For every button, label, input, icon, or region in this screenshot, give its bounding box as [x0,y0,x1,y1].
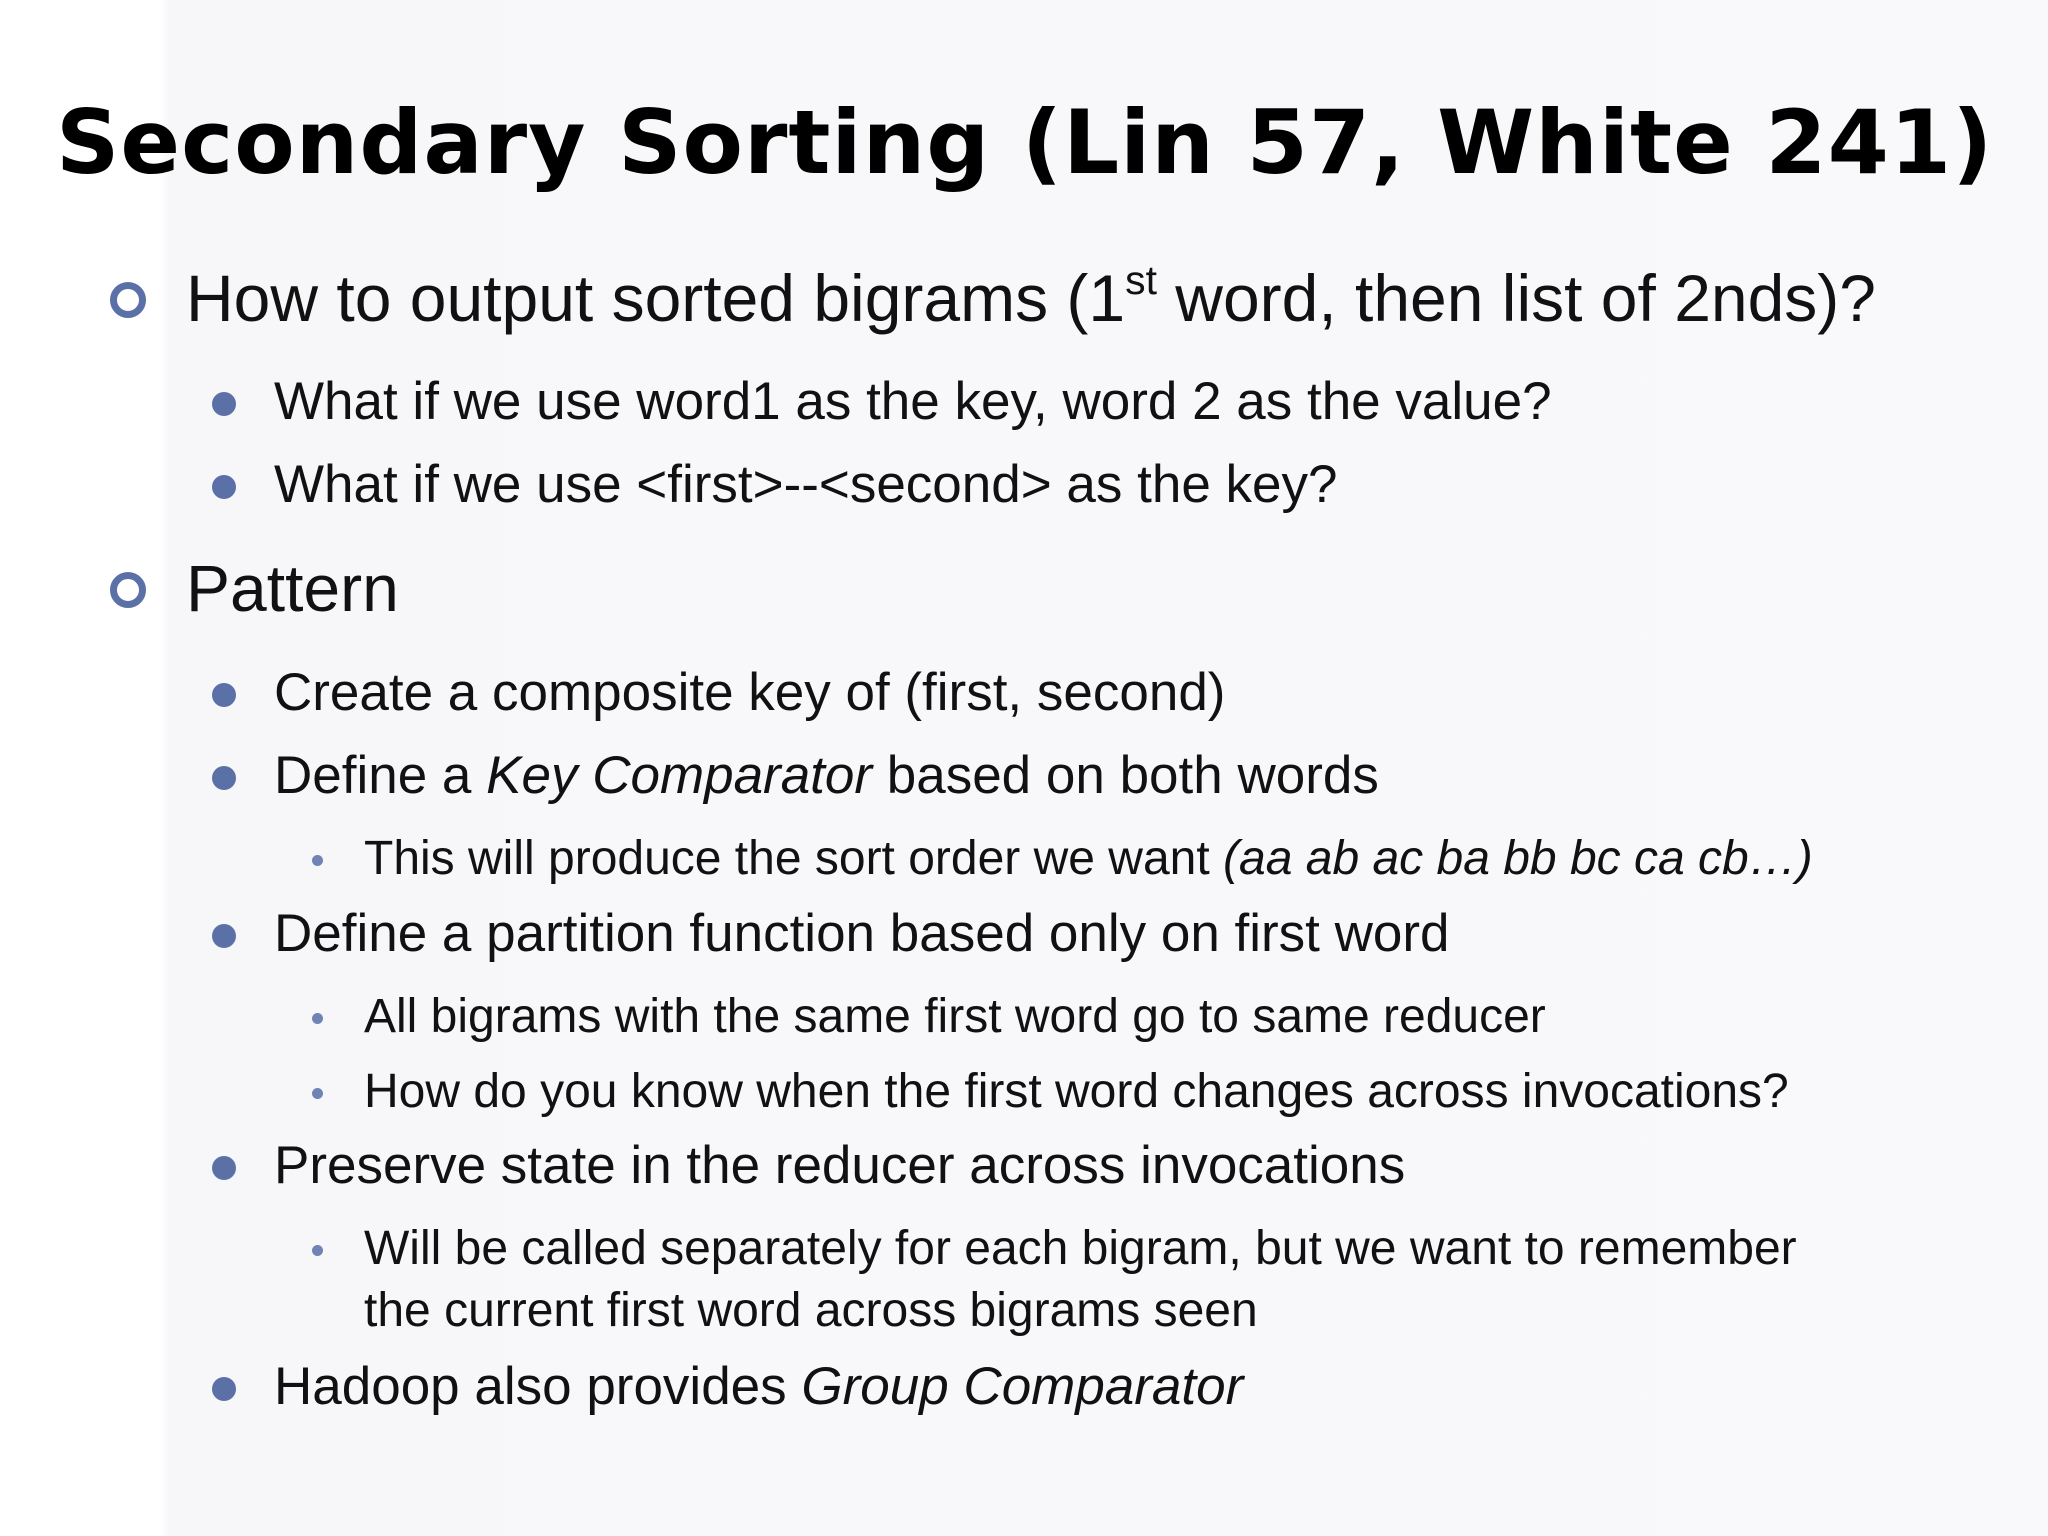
sub-sub-bullet-remember-first-word [312,1218,1797,1342]
sub-bullet-key-comparator [212,744,1379,808]
bullet-text: Define a partition function based only on first word [274,904,1450,963]
bullet-text [274,744,1379,808]
emphasis-text: (aa ab ac ba bb bc ca cb…) [1223,832,1813,885]
small-dot-bullet-icon [312,1013,323,1024]
sub-sub-bullet-first-word-changes [312,1061,1789,1123]
dot-bullet-icon [212,1156,236,1180]
dot-bullet-icon [212,1377,236,1401]
ring-bullet-icon [110,282,146,318]
text-line: the current first word across bigrams seen [364,1284,1258,1337]
sub-bullet-composite-key [212,661,1225,725]
sub-bullet-composite-string-key [212,453,1337,517]
bullet-text: How do you know when the first word changes across invocations? [364,1065,1789,1118]
bullet-text [274,1355,1243,1419]
emphasis-text: Group Comparator [801,1357,1244,1416]
text-part: How to output sorted bigrams (1 [186,261,1126,335]
sub-bullet-preserve-state [212,1134,1405,1198]
small-dot-bullet-icon [312,855,323,866]
text-part: based on both words [872,746,1379,805]
small-dot-bullet-icon [312,1088,323,1099]
slide-title: Secondary Sorting (Lin 57, White 241) [56,91,1994,194]
bullet-text: Create a composite key of (first, second) [274,663,1226,722]
ring-bullet-icon [110,572,146,608]
bullet-text: All bigrams with the same first word go to same reducer [364,990,1546,1043]
sub-sub-bullet-sort-order [312,828,1813,890]
sub-sub-bullet-same-reducer [312,986,1546,1048]
dot-bullet-icon [212,392,236,416]
text-part: This will produce the sort order we want [364,832,1224,885]
dot-bullet-icon [212,683,236,707]
superscript: st [1125,256,1157,303]
bullet-text: Preserve state in the reducer across invocations [274,1136,1406,1195]
bullet-question [110,258,1876,338]
text-part: word, then list of 2nds)? [1156,261,1876,335]
text-part: Define a [274,746,487,805]
sub-bullet-partition-function [212,902,1450,966]
dot-bullet-icon [212,924,236,948]
dot-bullet-icon [212,766,236,790]
sub-bullet-group-comparator [212,1355,1243,1419]
bullet-text [364,828,1813,890]
bullet-text: What if we use <first>--<second> as the key? [274,455,1338,514]
emphasis-text: Key Comparator [486,746,873,805]
text-line: Will be called separately for each bigram, but we want to remember [364,1222,1797,1275]
bullet-text: What if we use word1 as the key, word 2 as the value? [274,372,1552,431]
bullet-text [364,1218,1797,1342]
bullet-pattern [110,548,399,628]
bullet-text: Pattern [186,551,399,625]
small-dot-bullet-icon [312,1245,323,1256]
bullet-text [186,258,1876,338]
text-part: Hadoop also provides [274,1357,802,1416]
sub-bullet-word1-key [212,370,1552,434]
dot-bullet-icon [212,475,236,499]
